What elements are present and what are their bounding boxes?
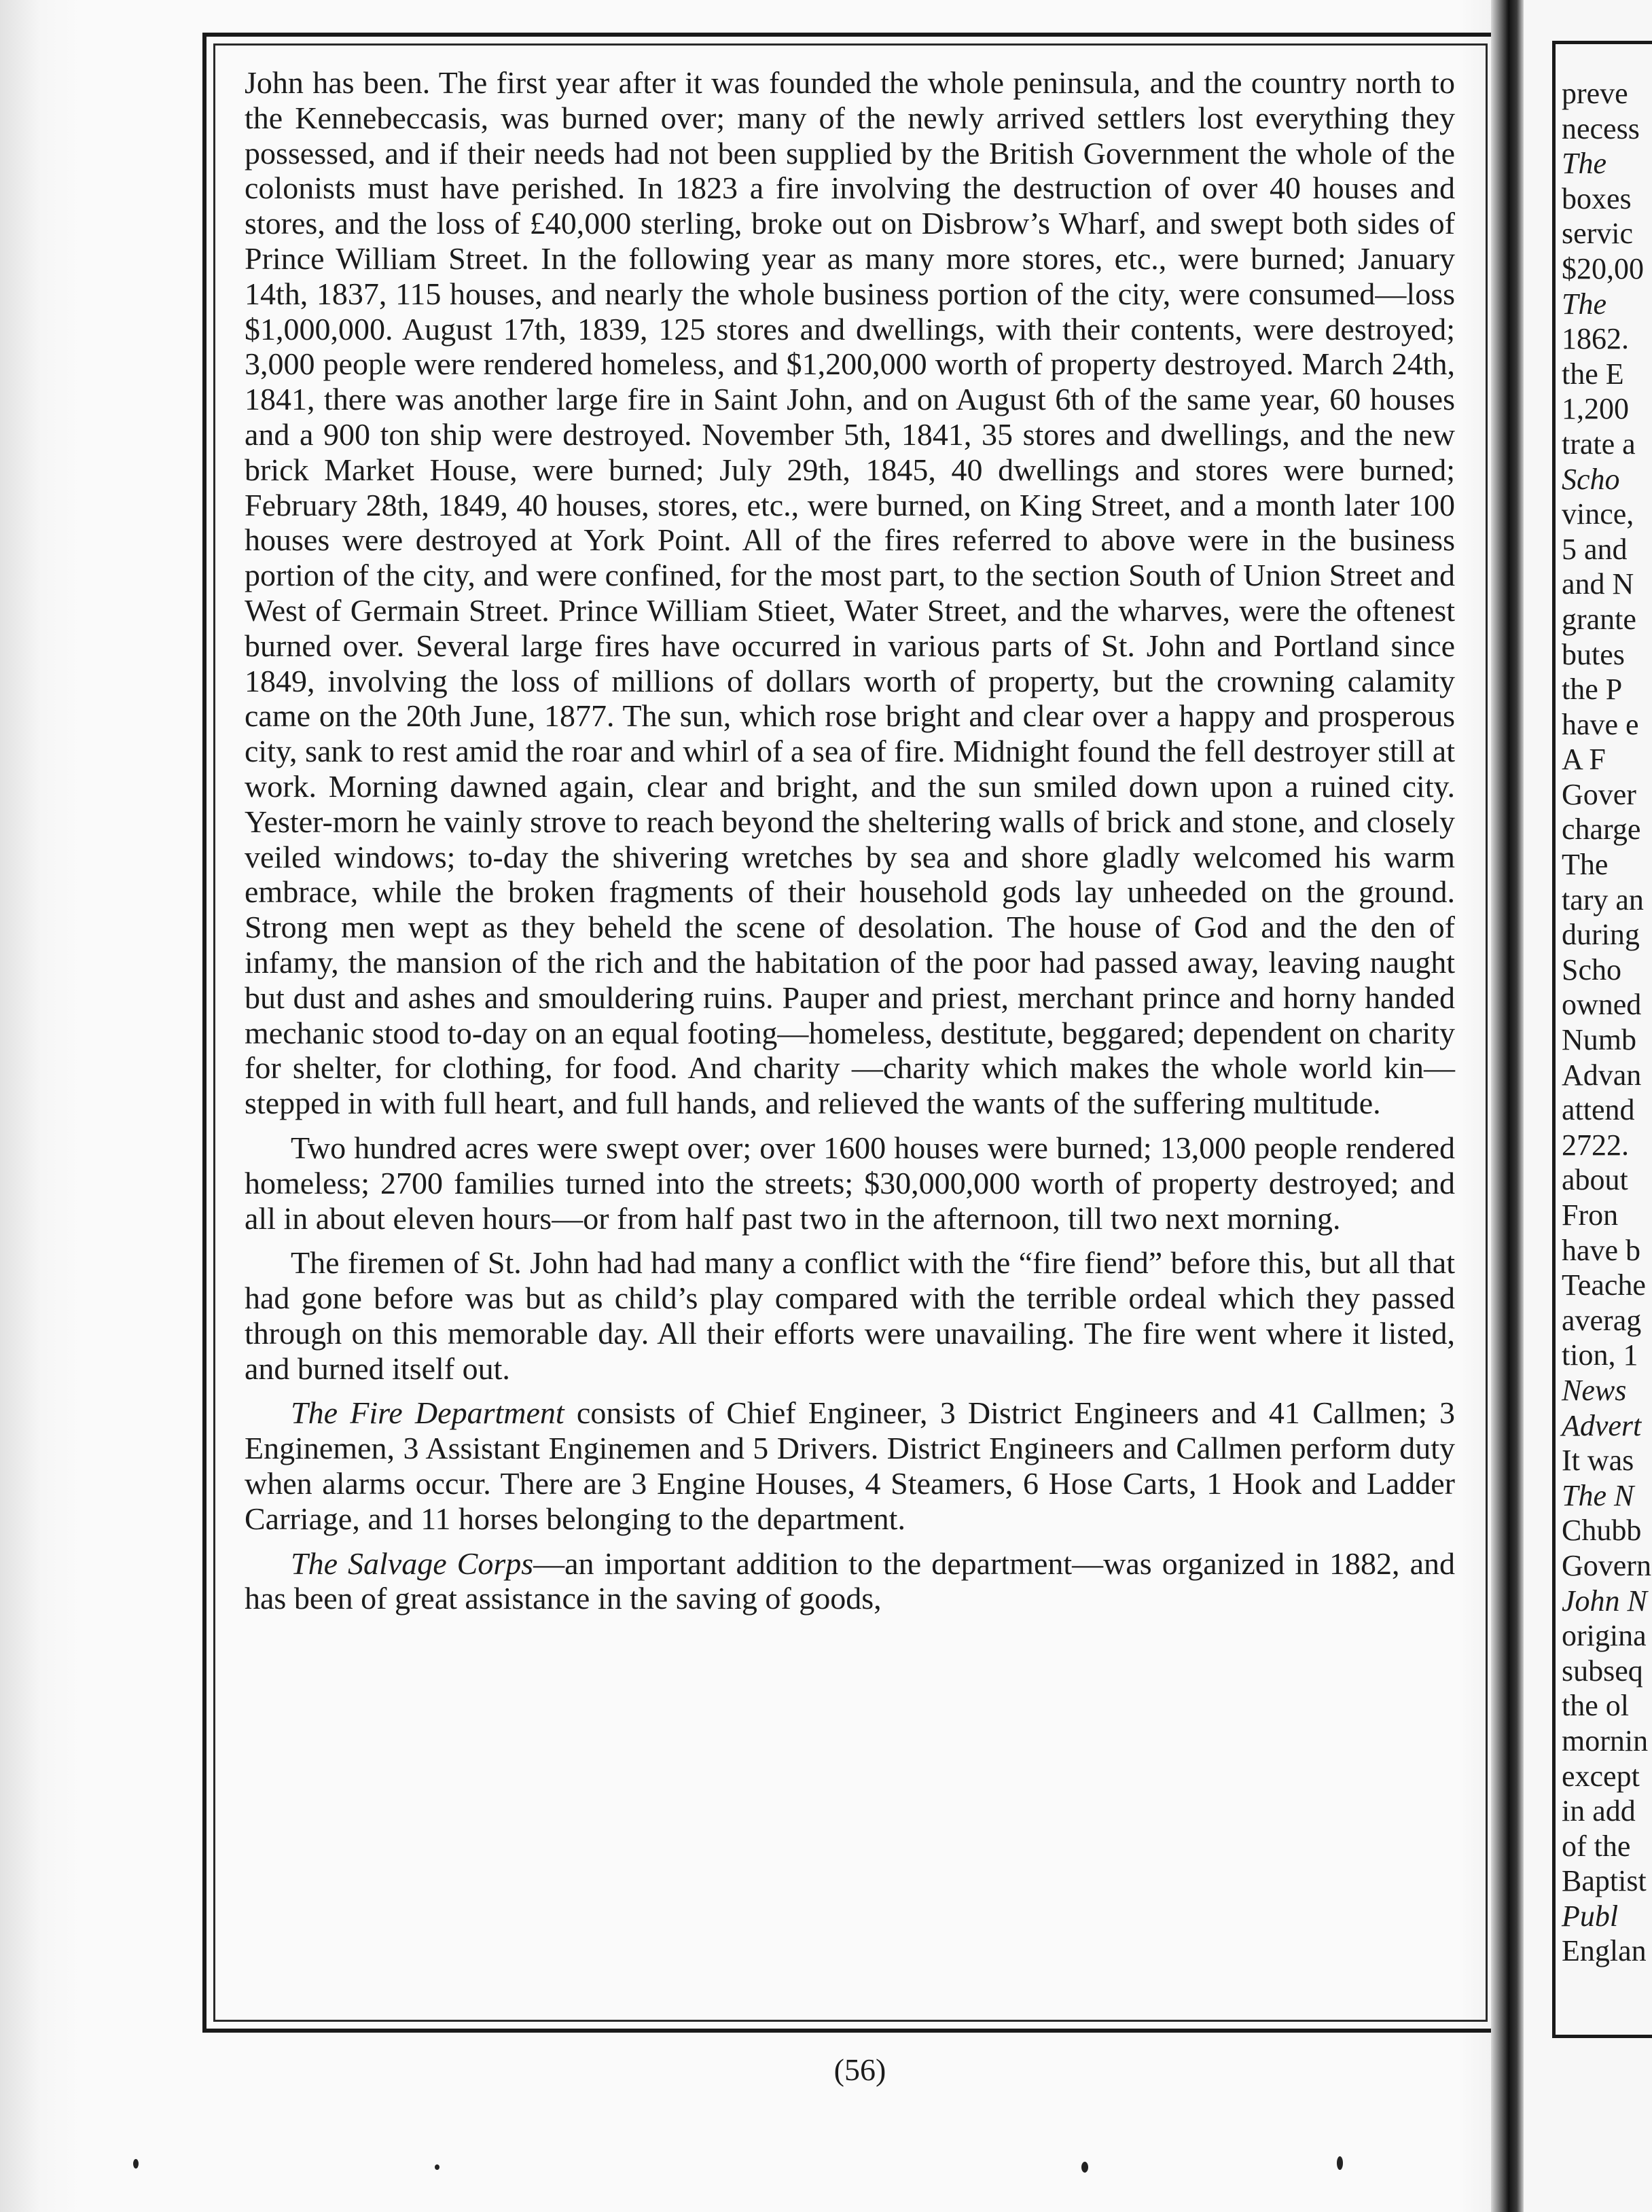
right-page-line: averag <box>1562 1303 1642 1337</box>
paragraph-text: consists of Chief Engineer, 3 District Engineers and 41 Callmen; 3 Enginemen, 3 Assistant Enginemen and 5 Drivers. District Engineers and Callmen perform duty when alarms occur. There are 3 Engine Houses, 4 Steamers, 6 Hose Carts, 1 Hook and Ladder Carriage, and 11 horses belonging to the department. <box>245 1395 1455 1536</box>
right-page-line: tary an <box>1562 882 1644 916</box>
right-page-line: 5 and <box>1562 532 1628 566</box>
right-page-line: Fron <box>1562 1198 1619 1232</box>
right-page-line: vince, <box>1562 497 1634 531</box>
right-page-line: charge <box>1562 813 1641 846</box>
right-page-line: servic <box>1562 217 1634 251</box>
right-page-line: origina <box>1562 1619 1647 1653</box>
right-page-line: Scho <box>1562 462 1620 496</box>
paragraph <box>245 1130 1455 1236</box>
right-page-line: The N <box>1562 1478 1634 1512</box>
paragraph <box>245 1395 1455 1536</box>
right-page-line: tion, 1 <box>1562 1338 1638 1372</box>
right-page-line: butes <box>1562 637 1625 671</box>
right-page-line: of the <box>1562 1829 1631 1863</box>
paragraph-run-in-title: The Salvage Corps <box>291 1546 534 1581</box>
right-page-line: necess <box>1562 111 1640 145</box>
right-page-line: except <box>1562 1759 1640 1793</box>
right-page-line: The <box>1562 848 1609 882</box>
right-page-line: the P <box>1562 673 1623 707</box>
right-page-line: Teache <box>1562 1268 1646 1302</box>
scan-speck <box>1081 2162 1088 2173</box>
right-page-line: and N <box>1562 567 1634 601</box>
right-page-line: Advan <box>1562 1058 1642 1092</box>
body-text <box>245 65 1455 1616</box>
paragraph <box>245 1546 1455 1617</box>
text-frame <box>202 33 1498 2033</box>
right-page-text <box>1562 76 1652 1969</box>
paragraph <box>245 65 1455 1121</box>
paragraph-run-in-title: The Fire Department <box>291 1395 564 1431</box>
right-page-line: have e <box>1562 707 1639 741</box>
right-page-line: mornin <box>1562 1724 1649 1758</box>
paragraph-text: —an important addition to the department—was organized in 1882, and has been of great assistance in the saving of goods, <box>245 1546 1455 1616</box>
right-page-line: about <box>1562 1163 1628 1197</box>
right-page-line: trate a <box>1562 427 1636 461</box>
right-page-line: John N <box>1562 1584 1647 1618</box>
right-page-line: have b <box>1562 1233 1641 1267</box>
right-page-line: the E <box>1562 357 1624 391</box>
right-page-line: The <box>1562 147 1606 181</box>
right-page-frame-rule <box>1552 41 1556 2038</box>
right-page-line: The <box>1562 287 1606 321</box>
paragraph-text: The firemen of St. John had had many a conflict with the “fire fiend” before this, but all that had gone before was but as child’s play compared with the terrible ordeal which they passed through on this memorable day. All their efforts were unavailing. The fire went where it listed, and burned itself out. <box>245 1245 1455 1386</box>
book-gutter <box>1491 0 1524 2212</box>
right-page-line: It was <box>1562 1444 1634 1478</box>
right-page-line: Chubb <box>1562 1514 1642 1548</box>
right-page-line: the ol <box>1562 1689 1629 1723</box>
right-page-line: Englan <box>1562 1934 1647 1968</box>
right-page-line: boxes <box>1562 181 1632 215</box>
paragraph-text: John has been. The first year after it was founded the whole peninsula, and the country north to the Kennebeccasis, was burned over; many of the newly arrived settlers lost everything they possessed, and if their needs had not been supplied by the British Government the whole of the colonists must have perished. In 1823 a fire involving the destruction of over 40 houses and stores, and the loss of £40,000 sterling, broke out on Disbrow’s Wharf, and swept both sides of Prince William Street. In the following year as many more stores, etc., were burned; January 14th, 1837, 115 houses, and nearly the whole business portion of the city, were consumed—loss $1,000,000. August 17th, 1839, 125 stores and dwellings, with their contents, were destroyed; 3,000 people were rendered homeless, and $1,200,000 worth of property destroyed. March 24th, 1841, there was another large fire in Saint John, and on August 6th of the same year, 60 houses and a 900 ton ship were destroyed. November 5th, 1841, 35 stores and dwellings, and the new brick Market House, were burned; July 29th, 1845, 40 dwellings and stores were burned; February 28th, 1849, 40 houses, stores, etc., were burned, on King Street, and a month later 100 houses were destroyed at York Point. All of the fires referred to above were in the business portion of the city, and were confined, for the most part, to the section South of Union Street and West of Germain Street. Prince William Stieet, Water Street, and the wharves, were the oftenest burned over. Several large fires have occurred in various parts of St. John and Portland since 1849, involving the loss of millions of dollars worth of property, but the crowning calamity came on the 20th June, 1877. The sun, which rose bright and clear over a happy and prosperous city, sank to rest amid the roar and whirl of a sea of fire. Midnight found the fell destroyer still at work. Morning dawned again, clear and bright, and the sun smiled down upon a ruined city. Yester-morn he vainly strove to reach beyond the sheltering walls of brick and stone, and closely veiled windows; to-day the shivering wretches by sea and shore gladly welcomed his warm embrace, while the broken fragments of their household gods lay unheeded on the ground. Strong men wept as they beheld the scene of desolation. The house of God and the den of infamy, the mansion of the rich and the habitation of the poor had passed away, leaving naught but dust and ashes and smouldering ruins. Pauper and priest, merchant prince and horny handed mechanic stood to-day on an equal footing—homeless, destitute, beggared; dependent on charity for shelter, for clothing, for food. And charity —charity which makes the whole world kin—stepped in with full heart, and full hands, and relieved the wants of the suffering multitude. <box>245 65 1455 1121</box>
scan-speck <box>435 2164 439 2170</box>
paragraph-text: Two hundred acres were swept over; over 1600 houses were burned; 13,000 people rendered homeless; 2700 families turned into the streets; $30,000,000 worth of property destroyed; and all in about eleven hours—or from half past two in the afternoon, till two next morning. <box>245 1130 1455 1236</box>
right-page-line: Gover <box>1562 777 1636 811</box>
paragraph <box>245 1245 1455 1386</box>
right-page-frame-rule <box>1552 2035 1652 2038</box>
right-page-line: Numb <box>1562 1023 1636 1057</box>
scan-specks <box>0 2144 1500 2185</box>
right-page-line: grante <box>1562 602 1636 636</box>
right-page <box>1524 0 1652 2212</box>
scan-speck <box>1337 2156 1343 2170</box>
right-page-frame-rule <box>1552 41 1652 44</box>
right-page-line: owned <box>1562 988 1642 1022</box>
right-page-line: A F <box>1562 743 1606 777</box>
right-page-line: News <box>1562 1373 1627 1407</box>
right-page-line: attend <box>1562 1093 1635 1127</box>
right-page-line: Govern <box>1562 1548 1651 1582</box>
right-page-line: during <box>1562 918 1640 952</box>
right-page-line: Advert <box>1562 1408 1642 1442</box>
right-page-line: Baptist <box>1562 1864 1647 1898</box>
right-page-line: $20,00 <box>1562 251 1644 285</box>
right-page-line: subseq <box>1562 1654 1643 1688</box>
scan-speck <box>133 2159 139 2169</box>
right-page-line: 1862. <box>1562 322 1629 356</box>
right-page-line: 1,200 <box>1562 392 1629 426</box>
right-page-line: 2722. <box>1562 1128 1629 1162</box>
page-number: (56) <box>833 2052 886 2087</box>
right-page-line: Scho <box>1562 952 1621 986</box>
right-page-line: Publ <box>1562 1899 1619 1933</box>
right-page-line: preve <box>1562 77 1628 110</box>
right-page-line: in add <box>1562 1794 1636 1828</box>
